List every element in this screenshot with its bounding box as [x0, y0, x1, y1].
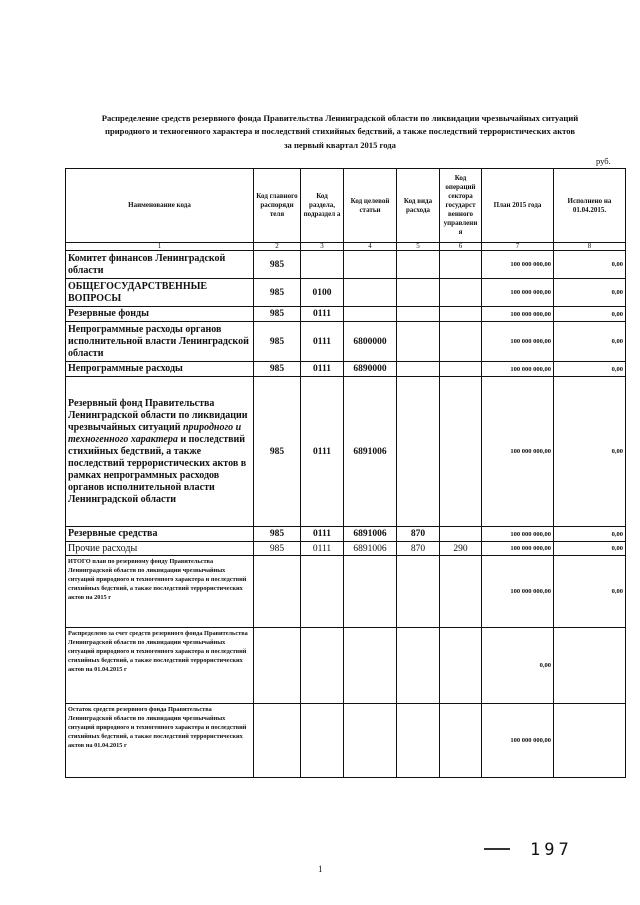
column-number-row: [66, 243, 626, 251]
row-kosgu: [440, 322, 482, 362]
empty-cell: [397, 704, 440, 778]
table-row: [66, 527, 626, 542]
row-vr: 870: [397, 542, 440, 556]
row-done: 0,00: [554, 322, 626, 362]
row-plan: 100 000 000,00: [482, 322, 554, 362]
stamp-number: 197: [530, 840, 573, 860]
empty-cell: [301, 704, 344, 778]
stamp-dash: [484, 848, 510, 850]
column-number: 5: [397, 243, 440, 251]
table-row: [66, 251, 626, 279]
row-kosgu: [440, 279, 482, 307]
row-kosgu: [440, 251, 482, 279]
title-line-2: природного и техногенного характера и последствий стихийных бедствий, а также последствий террористических актов: [105, 126, 575, 136]
row-name: ОБЩЕГОСУДАРСТВЕННЫЕ ВОПРОСЫ: [66, 279, 254, 307]
header-razdel: Код раздела, подраздел а: [301, 169, 344, 243]
row-kosgu: [440, 362, 482, 377]
row-razdel: 0111: [301, 362, 344, 377]
empty-cell: [397, 628, 440, 704]
row-name: Непрограммные расходы органов исполнительной власти Ленинградской области: [66, 322, 254, 362]
table-row-distributed: [66, 628, 626, 704]
row-grbs: 985: [254, 377, 301, 527]
row-plan: 100 000 000,00: [482, 556, 554, 628]
page-number: 1: [318, 864, 323, 874]
row-done: 0,00: [554, 362, 626, 377]
row-grbs: 985: [254, 322, 301, 362]
row-vr: [397, 377, 440, 527]
row-csr: 6890000: [344, 362, 397, 377]
row-name-part2: природного и техногенного характера: [68, 421, 242, 445]
row-razdel: [301, 251, 344, 279]
row-name: ИТОГО план по резервному фонду Правительства Ленинградской области по ликвидации чрезвычайных ситуаций природного и техногенного характера и последствий стихийных бедствий, а также последствий террористических актов на 2015 г: [66, 556, 254, 628]
row-done: [554, 704, 626, 778]
row-done: 0,00: [554, 251, 626, 279]
row-done: 0,00: [554, 307, 626, 322]
row-razdel: 0111: [301, 527, 344, 542]
row-plan: 100 000 000,00: [482, 251, 554, 279]
document-title: [60, 112, 620, 138]
header-kosgu: Код операций сектора государст венного управлени я: [440, 169, 482, 243]
row-csr: 6891006: [344, 377, 397, 527]
title-line-1: Распределение средств резервного фонда Правительства Ленинградской области по ликвидации чрезвычайных ситуаций: [101, 113, 579, 123]
column-number: 2: [254, 243, 301, 251]
header-vr: Код вида расхода: [397, 169, 440, 243]
header-done: Исполнено на 01.04.2015.: [554, 169, 626, 243]
row-kosgu: [440, 307, 482, 322]
row-grbs: 985: [254, 542, 301, 556]
table-row: [66, 279, 626, 307]
column-number: 6: [440, 243, 482, 251]
row-done: 0,00: [554, 527, 626, 542]
table-row-remainder: [66, 704, 626, 778]
row-name: Резервные фонды: [66, 307, 254, 322]
row-grbs: 985: [254, 307, 301, 322]
table-header-row: [66, 169, 626, 243]
empty-cell: [254, 704, 301, 778]
row-kosgu: 290: [440, 542, 482, 556]
row-name: Комитет финансов Ленинградской области: [66, 251, 254, 279]
document-subtitle: за первый квартал 2015 года: [284, 140, 396, 150]
row-plan: 100 000 000,00: [482, 527, 554, 542]
row-name: Резервные средства: [66, 527, 254, 542]
row-kosgu: [440, 527, 482, 542]
column-number: 7: [482, 243, 554, 251]
empty-cell: [440, 556, 482, 628]
table-row: [66, 542, 626, 556]
row-plan: 0,00: [482, 628, 554, 704]
row-name: Непрограммные расходы: [66, 362, 254, 377]
row-grbs: 985: [254, 251, 301, 279]
header-grbs: Код главного распоряди теля: [254, 169, 301, 243]
empty-cell: [301, 628, 344, 704]
row-done: 0,00: [554, 377, 626, 527]
column-number: 4: [344, 243, 397, 251]
empty-cell: [344, 556, 397, 628]
empty-cell: [254, 628, 301, 704]
row-plan: 100 000 000,00: [482, 542, 554, 556]
empty-cell: [397, 556, 440, 628]
row-vr: [397, 279, 440, 307]
table-row-total: [66, 556, 626, 628]
header-csr: Код целевой статьи: [344, 169, 397, 243]
empty-cell: [301, 556, 344, 628]
row-name-part1: Резервный фонд Правительства Ленинградской области по ликвидации чрезвычайных ситуаций: [68, 397, 248, 433]
row-plan: 100 000 000,00: [482, 377, 554, 527]
row-razdel: 0111: [301, 377, 344, 527]
empty-cell: [440, 704, 482, 778]
row-csr: [344, 251, 397, 279]
row-name: Остаток средств резервного фонда Правительства Ленинградской области по ликвидации чрезвычайных ситуаций природного и техногенного характера и последствий стихийных бедствий, а также последствий террористических актов на 01.04.2015 г: [66, 704, 254, 778]
row-csr: [344, 307, 397, 322]
row-vr: 870: [397, 527, 440, 542]
row-name-part3: и последствий стихийных бедствий, а также последствий террористических актов в рамках непрограммных расходов органов исполнительной власти Ленинградской области: [68, 433, 247, 505]
row-csr: 6891006: [344, 542, 397, 556]
row-name: Прочие расходы: [66, 542, 254, 556]
row-done: [554, 628, 626, 704]
currency-unit: руб.: [596, 156, 611, 166]
column-number: 1: [66, 243, 254, 251]
row-razdel: 0100: [301, 279, 344, 307]
row-grbs: 985: [254, 279, 301, 307]
row-plan: 100 000 000,00: [482, 362, 554, 377]
table-row: [66, 362, 626, 377]
row-grbs: 985: [254, 362, 301, 377]
row-vr: [397, 251, 440, 279]
column-number: 8: [554, 243, 626, 251]
table-row: [66, 377, 626, 527]
row-vr: [397, 362, 440, 377]
empty-cell: [254, 556, 301, 628]
row-vr: [397, 322, 440, 362]
row-razdel: 0111: [301, 542, 344, 556]
reserve-fund-table: [65, 168, 626, 778]
row-kosgu: [440, 377, 482, 527]
row-name: [66, 377, 254, 527]
row-done: 0,00: [554, 279, 626, 307]
row-grbs: 985: [254, 527, 301, 542]
row-name: Распределено за счет средств резервного фонда Правительства Ленинградской области по ликвидации чрезвычайных ситуаций природного и техногенного характера и последствий стихийных бедствий, а также последствий террористических актов на 01.04.2015 г: [66, 628, 254, 704]
row-done: 0,00: [554, 542, 626, 556]
row-vr: [397, 307, 440, 322]
row-csr: [344, 279, 397, 307]
row-csr: 6800000: [344, 322, 397, 362]
empty-cell: [344, 628, 397, 704]
row-done: 0,00: [554, 556, 626, 628]
row-csr: 6891006: [344, 527, 397, 542]
row-razdel: 0111: [301, 322, 344, 362]
row-razdel: 0111: [301, 307, 344, 322]
row-plan: 100 000 000,00: [482, 279, 554, 307]
header-name: Наименование кода: [66, 169, 254, 243]
row-plan: 100 000 000,00: [482, 307, 554, 322]
empty-cell: [344, 704, 397, 778]
row-plan: 100 000 000,00: [482, 704, 554, 778]
header-plan: План 2015 года: [482, 169, 554, 243]
empty-cell: [440, 628, 482, 704]
column-number: 3: [301, 243, 344, 251]
table-row: [66, 307, 626, 322]
table-row: [66, 322, 626, 362]
